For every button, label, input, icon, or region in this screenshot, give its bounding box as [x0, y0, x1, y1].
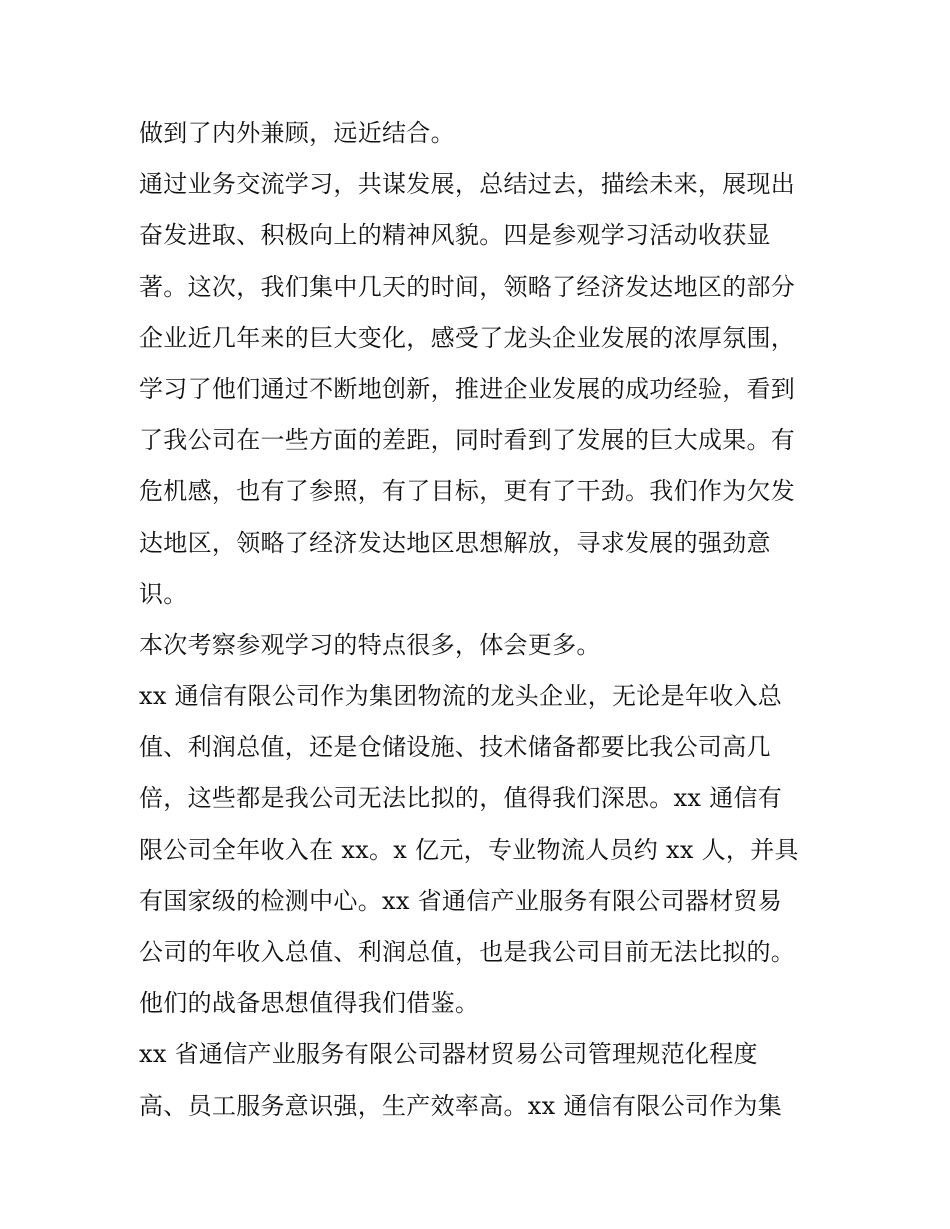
text-line: 做到了内外兼顾，远近结合。 — [139, 119, 455, 147]
text-line: 高、员工服务意识强，生产效率高。xx 通信有限公司作为集 — [139, 1091, 783, 1120]
text-line: xx 通信有限公司作为集团物流的龙头企业，无论是年收入总 — [139, 682, 783, 711]
text-line: 值、利润总值，还是仓储设施、技术储备都要比我公司高几 — [139, 733, 771, 762]
text-line: 限公司全年收入在 xx。x 亿元，专业物流人员约 xx 人，并具 — [139, 835, 799, 864]
text-line: 通过业务交流学习，共谋发展，总结过去，描绘未来，展现出 — [139, 170, 796, 199]
text-line: 本次考察参观学习的特点很多，体会更多。 — [139, 630, 601, 659]
text-line: 学习了他们通过不断地创新，推进企业发展的成功经验，看到 — [139, 374, 796, 403]
text-line: 奋发进取、积极向上的精神风貌。四是参观学习活动收获显 — [139, 221, 771, 250]
text-line: 达地区，领略了经济发达地区思想解放，寻求发展的强劲意 — [139, 528, 771, 557]
text-line: 了我公司在一些方面的差距，同时看到了发展的巨大成果。有 — [139, 426, 796, 455]
text-line: 他们的战备思想值得我们借鉴。 — [139, 989, 480, 1018]
text-line: 企业近几年来的巨大变化，感受了龙头企业发展的浓厚氛围， — [139, 323, 796, 352]
text-line: 有国家级的检测中心。xx 省通信产业服务有限公司器材贸易 — [139, 886, 783, 915]
text-line: 识。 — [139, 579, 188, 608]
text-line: 公司的年收入总值、利润总值，也是我公司目前无法比拟的。 — [139, 938, 796, 966]
body-text — [139, 108, 819, 1132]
text-line: xx 省通信产业服务有限公司器材贸易公司管理规范化程度 — [139, 1040, 758, 1069]
text-line: 危机感，也有了参照，有了目标，更有了干劲。我们作为欠发 — [139, 477, 796, 506]
text-line: 著。这次，我们集中几天的时间，领略了经济发达地区的部分 — [139, 272, 796, 301]
text-line: 倍，这些都是我公司无法比拟的，值得我们深思。xx 通信有 — [139, 784, 783, 813]
